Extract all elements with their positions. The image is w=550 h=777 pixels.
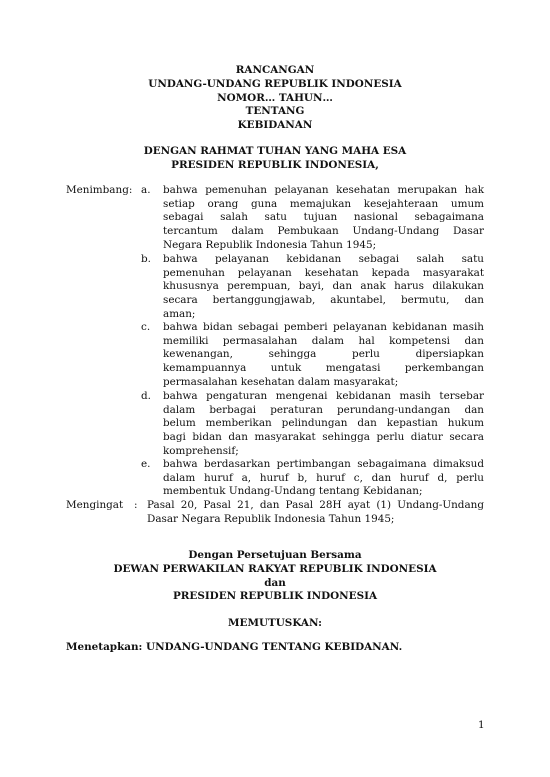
item-c-line-2: memiliki permasalahan dalam hal kompetensi dan [163,334,484,347]
item-c-line-5: permasalahan kesehatan dalam masyarakat; [163,375,399,388]
memutuskan-heading: MEMUTUSKAN: [228,617,322,629]
item-b-line-4: secara bertanggungjawab, akuntabel, bermutu, dan [163,294,484,307]
item-d-line-3: belum memberikan pelindungan dan kepastian hukum [163,417,484,430]
item-c-line-4: kemampuannya untuk mengatasi perkembangan [163,362,484,375]
preamble-presiden: PRESIDEN REPUBLIK INDONESIA, [171,159,379,171]
persetujuan-dan: dan [264,577,286,589]
item-a-line-4: tercantum dalam Pembukaan Undang-Undang Dasar [163,225,484,238]
item-letter-b: b. [141,253,151,265]
item-c-line-3: kewenangan, sehingga perlu dipersiapkan [163,348,484,361]
mengingat-line-2: Dasar Negara Republik Indonesia Tahun 1945; [147,512,395,525]
mengingat-colon: : [134,499,138,511]
item-letter-e: e. [141,458,151,470]
item-letter-d: d. [141,390,151,402]
mengingat-text [147,499,484,526]
header-kebidanan: KEBIDANAN [237,119,313,131]
item-d-line-5: komprehensif; [163,444,239,457]
item-b-line-3: khususnya perempuan, bayi, dan anak harus dilakukan [163,280,484,293]
item-d-line-2: dalam berbagai peraturan perundang-undangan dan [163,403,484,416]
item-c-line-1: bahwa bidan sebagai pemberi pelayanan kebidanan masih [163,321,484,333]
menimbang-label: Menimbang: [66,184,133,196]
persetujuan-dpr: DEWAN PERWAKILAN RAKYAT REPUBLIK INDONESIA [113,563,437,575]
item-a-line-3: sebagai salah satu tujuan nasional sebagaimana [163,211,484,224]
header-rancangan: RANCANGAN [235,64,315,76]
item-a-line-5: Negara Republik Indonesia Tahun 1945; [163,238,377,251]
header-nomor: NOMOR… TAHUN… [217,92,333,104]
menimbang-item-d [163,390,484,459]
mengingat-line-1: Pasal 20, Pasal 21, dan Pasal 28H ayat (1) Undang-Undang [147,499,484,511]
item-e-line-1: bahwa berdasarkan pertimbangan sebagaimana dimaksud [163,458,484,470]
item-b-line-5: aman; [163,307,196,320]
menimbang-item-c [163,321,484,390]
item-b-line-1: bahwa pelayanan kebidanan sebagai salah satu [163,253,484,265]
preamble-rahmat: DENGAN RAHMAT TUHAN YANG MAHA ESA [143,145,407,157]
item-letter-c: c. [141,321,151,333]
page-number: 1 [478,719,485,731]
persetujuan-presiden: PRESIDEN REPUBLIK INDONESIA [172,590,378,602]
header-tentang: TENTANG [245,105,305,117]
item-a-line-2: setiap orang guna memajukan kesejahteraan umum [163,197,484,210]
item-e-line-2: dalam huruf a, huruf b, huruf c, dan huruf d, perlu [163,471,484,484]
item-b-line-2: pemenuhan pelayanan kesehatan kepada masyarakat [163,266,484,279]
item-a-line-1: bahwa pemenuhan pelayanan kesehatan merupakan hak [163,184,484,196]
item-e-line-3: membentuk Undang-Undang tentang Kebidanan; [163,485,423,498]
menimbang-item-e [163,458,484,499]
menimbang-item-a [163,184,484,253]
item-d-line-4: bagi bidan dan masyarakat sehingga perlu diatur secara [163,431,484,444]
menimbang-item-b [163,253,484,322]
item-d-line-1: bahwa pengaturan mengenai kebidanan masih tersebar [163,390,484,402]
persetujuan-title: Dengan Persetujuan Bersama [188,549,362,561]
mengingat-label: Mengingat [66,499,124,511]
header-undang-undang: UNDANG-UNDANG REPUBLIK INDONESIA [148,78,402,90]
item-letter-a: a. [141,184,151,196]
menetapkan-line: Menetapkan: UNDANG-UNDANG TENTANG KEBIDANAN. [66,641,403,653]
